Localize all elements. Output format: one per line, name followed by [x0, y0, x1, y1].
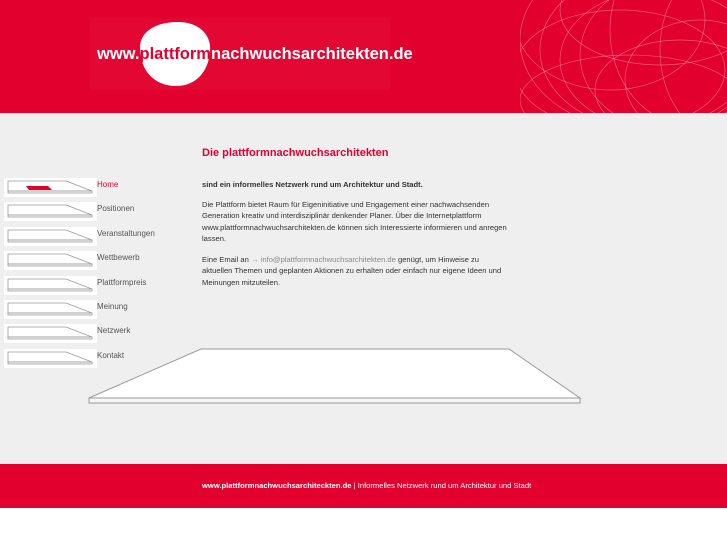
sidebar-item-home[interactable] [4, 178, 184, 202]
sidebar-item-label: Meinung [97, 301, 128, 311]
plate-icon [4, 276, 97, 295]
sidebar-item-label: Netzwerk [97, 326, 131, 336]
plate-icon [4, 300, 97, 319]
page-bottom [0, 508, 727, 545]
nav-thumbnail [4, 276, 97, 295]
nav-thumbnail [4, 202, 97, 221]
footer-separator: | [351, 481, 358, 490]
intro-paragraph: Die Plattform bietet Raum für Eigeninitiative und Engagement einer nachwachsenden Generation kreativ und interdisziplinär denkender Planer. Über die Internetplattform www.plattformnachwuchsarchitekten.de können sich Interessierte informieren und anregen lassen. [202, 200, 507, 243]
sidebar-item-label: Veranstaltungen [97, 228, 155, 238]
sidebar-item-plattformpreis[interactable] [4, 276, 184, 300]
plate-icon [4, 178, 97, 197]
footer-site-link[interactable]: www.plattformnachwuchsarchiteckten.de [202, 481, 352, 490]
plate-icon [4, 227, 97, 246]
plate-icon [4, 324, 97, 343]
sidebar-item-label: Home [97, 180, 119, 189]
nav-thumbnail [4, 300, 97, 319]
plate-illustration [86, 346, 583, 406]
nav-thumbnail [4, 227, 97, 246]
sidebar-item-label: Kontakt [97, 350, 125, 360]
logo-suffix: nachwuchsarchitekten.de [210, 45, 413, 63]
plate-icon [4, 349, 97, 368]
footer-tagline: Informelles Netzwerk rund um Architektur und Stadt [357, 481, 532, 490]
sidebar-nav [4, 178, 184, 373]
contact-text-before: Eine Email an [202, 255, 251, 265]
contact-text-after: genügt, um Hinweise zu aktuellen Themen und geplanten Aktionen zu erhalten oder einfach nur eigene Ideen und Meinungen mitzuteilen. [202, 255, 502, 287]
nav-thumbnail [4, 251, 97, 270]
email-link[interactable]: → info@plattformnachwuchsarchitekten.de [250, 255, 396, 265]
logo[interactable] [97, 42, 413, 66]
sidebar-item-label: Positionen [97, 204, 135, 214]
sidebar-item-meinung[interactable] [4, 300, 184, 324]
main-content [202, 146, 507, 298]
page-title: Die plattformnachwuchsarchitekten [202, 147, 389, 159]
sidebar-item-veranstaltungen[interactable] [4, 227, 184, 251]
plate-icon [4, 251, 97, 270]
nav-thumbnail [4, 178, 97, 197]
sidebar-item-wettbewerb[interactable] [4, 251, 184, 275]
header [0, 0, 727, 113]
logo-blob-text: plattform [139, 45, 211, 63]
sidebar-item-label: Wettbewerb [97, 253, 140, 263]
logo-prefix: www. [97, 45, 140, 63]
footer-text [0, 481, 727, 491]
sidebar-item-label: Plattformpreis [97, 277, 147, 287]
plate-icon [4, 202, 97, 221]
intro-lead: sind ein informelles Netzwerk rund um Architektur und Stadt. [202, 180, 423, 189]
footer [0, 464, 727, 508]
contact-paragraph [202, 254, 507, 288]
active-marker [26, 186, 52, 190]
sidebar-item-positionen[interactable] [4, 202, 184, 226]
nav-thumbnail [4, 349, 97, 368]
nav-thumbnail [4, 324, 97, 343]
